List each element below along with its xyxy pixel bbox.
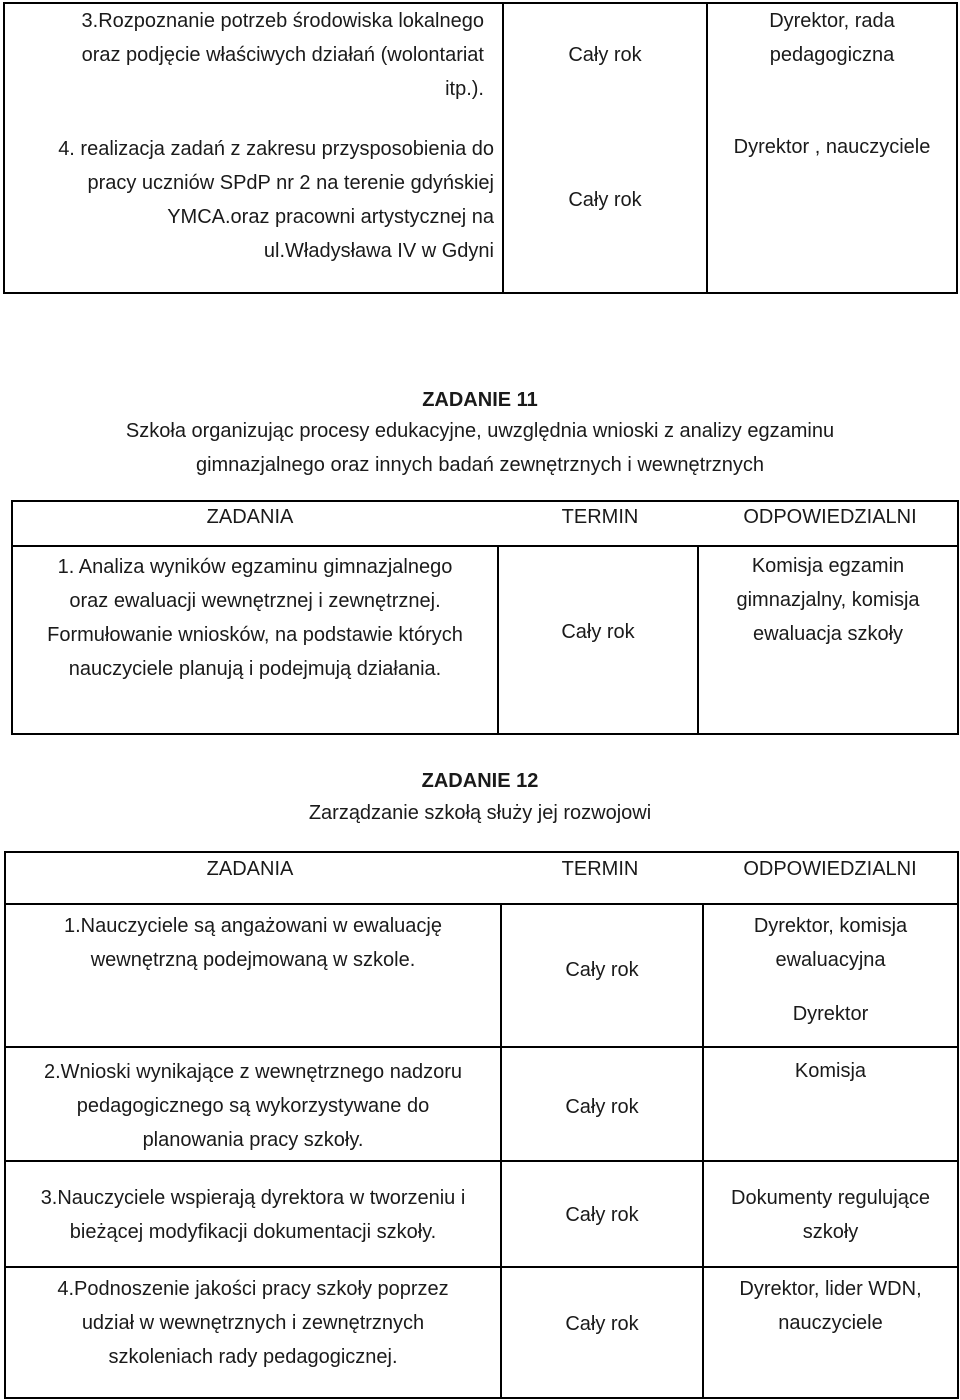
table-border [957, 500, 959, 735]
table-border [11, 545, 959, 547]
responsible-line: Komisja egzamin [751, 555, 905, 577]
term-cell [502, 1197, 702, 1233]
responsible-line: Dyrektor [792, 1003, 869, 1025]
term-text: Cały rok [565, 1313, 639, 1335]
task-11-description [0, 414, 960, 482]
task-line: oraz ewaluacji wewnętrznej i zewnętrznej. [69, 590, 441, 612]
table-border [956, 2, 958, 294]
task-line: planowania pracy szkoły. [142, 1129, 364, 1151]
table-border [11, 733, 959, 735]
header-term: TERMIN [561, 506, 639, 528]
header-responsible: ODPOWIEDZIALNI [743, 506, 917, 528]
term-text: Cały rok [565, 959, 639, 981]
term-text: Cały rok [561, 621, 635, 643]
task-line: pracy uczniów SPdP nr 2 na terenie gdyńskiej [87, 172, 494, 194]
task-line: 1.Nauczyciele są angażowani w ewaluację [64, 915, 442, 937]
table-row [6, 1180, 500, 1250]
task-line: ul.Władysława IV w Gdyni [263, 240, 494, 262]
task-line: 3.Nauczyciele wspierają dyrektora w tworzeniu i [40, 1187, 466, 1209]
task-line: 3.Rozpoznanie potrzeb środowiska lokalnego [81, 10, 484, 32]
description-line: gimnazjalnego oraz innych badań zewnętrznych i wewnętrznych [195, 454, 765, 476]
responsible-line: ewaluacyjna [775, 949, 886, 971]
table-row [8, 130, 494, 270]
table-row [6, 1054, 500, 1158]
responsible-line: Dyrektor, lider WDN, [739, 1278, 922, 1300]
table-row [6, 1271, 500, 1375]
table-border [3, 292, 958, 294]
term-text: Cały rok [565, 1204, 639, 1226]
description-line: Szkoła organizując procesy edukacyjne, uwzględnia wnioski z analizy egzaminu [125, 420, 835, 442]
responsible-cell [704, 1180, 957, 1250]
term-text: Cały rok [565, 1096, 639, 1118]
task-line: 4.Podnoszenie jakości pracy szkoły poprzez [57, 1278, 449, 1300]
table-border [4, 1397, 959, 1399]
header-tasks: ZADANIA [206, 506, 294, 528]
responsible-line: pedagogiczna [769, 44, 895, 66]
header-term: TERMIN [561, 858, 639, 880]
header-responsible: ODPOWIEDZIALNI [743, 858, 917, 880]
task-12-title: ZADANIE 12 [421, 770, 539, 792]
responsible-cell [699, 548, 957, 652]
task-line: oraz podjęcie właściwych działań (wolontariat [81, 44, 484, 66]
responsible-cell [704, 1271, 957, 1341]
table-row [6, 908, 500, 978]
task-11-title: ZADANIE 11 [422, 389, 538, 411]
responsible-line: Komisja [794, 1060, 867, 1082]
responsible-line: Dyrektor, komisja [753, 915, 908, 937]
term-cell [502, 952, 702, 988]
task-line: 1. Analiza wyników egzaminu gimnazjalnego [57, 556, 453, 578]
table-border [4, 1046, 959, 1048]
table-border [4, 1266, 959, 1268]
responsible-line: ewaluacja szkoły [752, 623, 904, 645]
task-line: itp.). [445, 78, 484, 100]
term-cell [504, 4, 706, 106]
term-cell [502, 1089, 702, 1125]
responsible-line: Dyrektor , nauczyciele [733, 136, 931, 158]
term-cell [502, 1306, 702, 1342]
table-border [957, 851, 959, 1399]
responsible-cell [704, 1054, 957, 1088]
responsible-line: Dyrektor, rada [769, 10, 895, 32]
task-12-description [0, 796, 960, 830]
description-line: Zarządzanie szkołą służy jej rozwojowi [308, 802, 652, 824]
term-cell [504, 182, 706, 218]
responsible-line: Dokumenty regulujące [731, 1187, 930, 1209]
responsible-line: szkoły [802, 1221, 859, 1243]
table-border [3, 2, 5, 294]
responsible-cell [704, 997, 957, 1031]
task-line: Formułowanie wniosków, na podstawie których [47, 624, 463, 646]
table-row [13, 548, 497, 688]
responsible-cell [704, 908, 957, 978]
term-text: Cały rok [568, 189, 642, 211]
task-line: 4. realizacja zadań z zakresu przysposobienia do [58, 138, 494, 160]
header-tasks: ZADANIA [206, 858, 294, 880]
table-row [8, 4, 484, 106]
responsible-cell [708, 4, 956, 106]
task-line: wewnętrzną podejmowaną w szkole. [90, 949, 416, 971]
table-border [4, 903, 959, 905]
task-line: nauczyciele planują i podejmują działania. [68, 658, 442, 680]
task-line: bieżącej modyfikacji dokumentacji szkoły. [69, 1221, 437, 1243]
table-border [4, 1160, 959, 1162]
task-line: pedagogicznego są wykorzystywane do [76, 1095, 430, 1117]
term-text: Cały rok [568, 44, 642, 66]
task-line: 2.Wnioski wynikające z wewnętrznego nadzoru [44, 1061, 462, 1083]
task-line: YMCA.oraz pracowni artystycznej na [167, 206, 494, 228]
task-line: udział w wewnętrznych i zewnętrznych [81, 1312, 425, 1334]
responsible-cell [708, 130, 956, 164]
responsible-line: gimnazjalny, komisja [736, 589, 920, 611]
term-cell [499, 614, 697, 650]
responsible-line: nauczyciele [778, 1312, 883, 1334]
task-line: szkoleniach rady pedagogicznej. [108, 1346, 398, 1368]
